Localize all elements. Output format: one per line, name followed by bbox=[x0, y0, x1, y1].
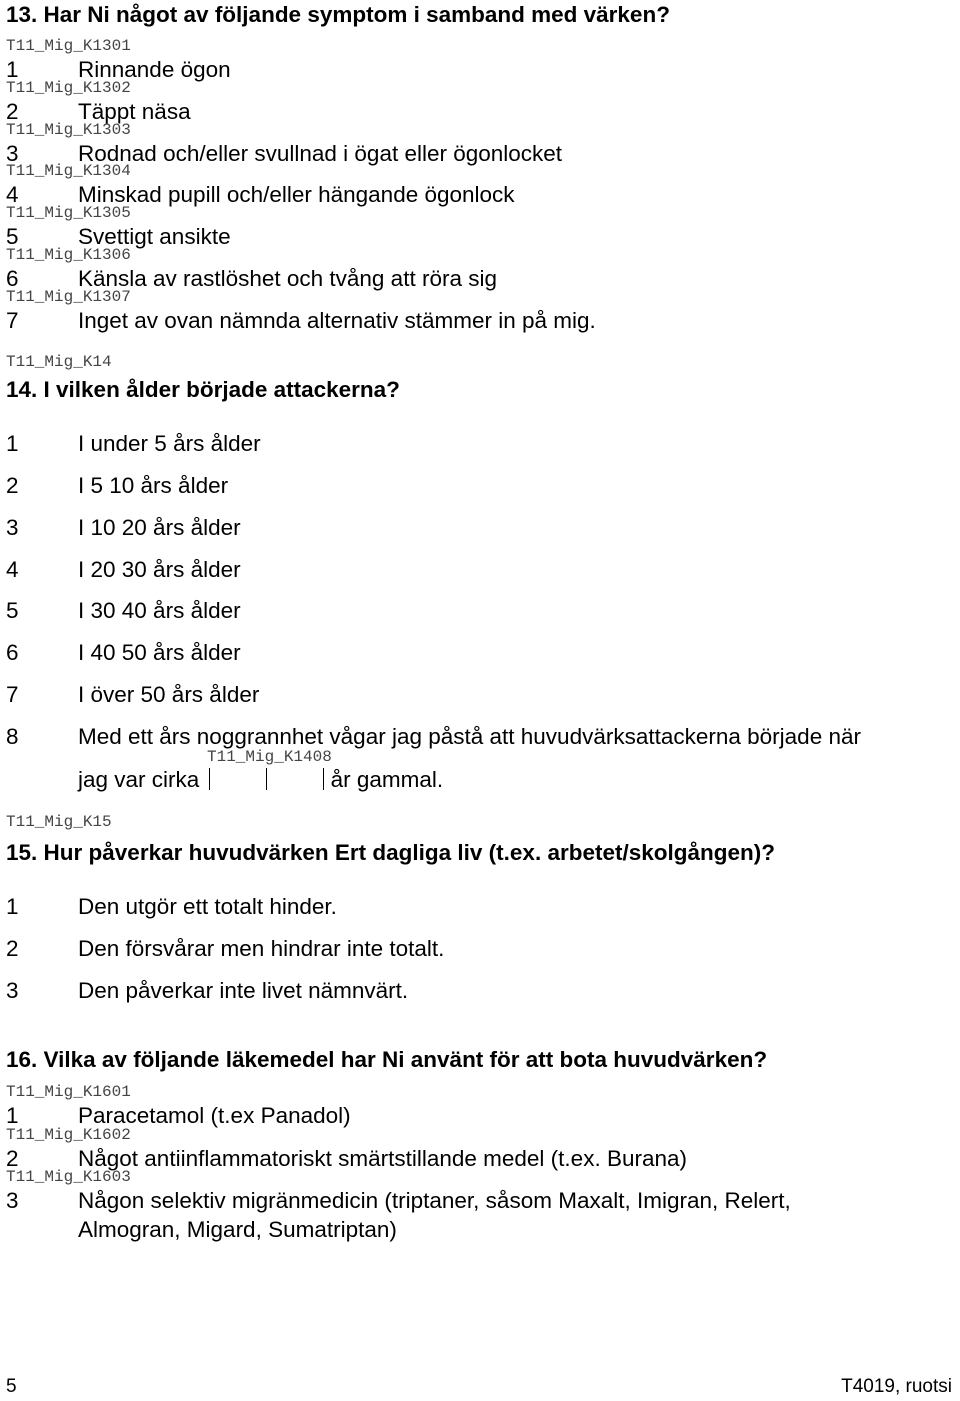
document-code: T4019, ruotsi bbox=[841, 1376, 952, 1397]
option-number: 8 bbox=[6, 724, 19, 749]
var-code: T11_Mig_K1603 bbox=[6, 1168, 131, 1186]
q16-title: 16. Vilka av följande läkemedel har Ni använt för att bota huvudvärken? bbox=[6, 1047, 768, 1072]
var-code: T11_Mig_K14 bbox=[6, 353, 112, 371]
option-label: Den försvårar men hindrar inte totalt. bbox=[78, 936, 445, 961]
option-number: 3 bbox=[6, 141, 19, 166]
option-number: 6 bbox=[6, 266, 19, 291]
age-digit-box-2[interactable] bbox=[266, 768, 319, 790]
page-number: 5 bbox=[6, 1376, 17, 1397]
option-label: I 30 40 års ålder bbox=[78, 598, 241, 623]
q15-title: 15. Hur påverkar huvudvärken Ert dagliga liv (t.ex. arbetet/skolgången)? bbox=[6, 840, 775, 865]
age-digit-box-1[interactable] bbox=[209, 768, 262, 790]
option-number: 2 bbox=[6, 99, 19, 124]
option-label: I över 50 års ålder bbox=[78, 682, 260, 707]
option-label: Rinnande ögon bbox=[78, 57, 231, 82]
option-label: Paracetamol (t.ex Panadol) bbox=[78, 1103, 351, 1128]
var-code: T11_Mig_K1601 bbox=[6, 1083, 131, 1101]
age-box-end bbox=[323, 768, 324, 790]
age-suffix: år gammal. bbox=[330, 767, 444, 792]
var-code: T11_Mig_K1602 bbox=[6, 1126, 131, 1144]
option-label: Den utgör ett totalt hinder. bbox=[78, 894, 337, 919]
var-code: T11_Mig_K1303 bbox=[6, 121, 131, 139]
var-code: T11_Mig_K1305 bbox=[6, 204, 131, 222]
option-label: I 40 50 års ålder bbox=[78, 640, 241, 665]
option-number: 3 bbox=[6, 1188, 19, 1213]
var-code: T11_Mig_K1306 bbox=[6, 246, 131, 264]
age-prefix: jag var cirka bbox=[78, 767, 200, 792]
option-label: Svettigt ansikte bbox=[78, 224, 231, 249]
option-number: 7 bbox=[6, 682, 19, 707]
option-label: Minskad pupill och/eller hängande ögonlock bbox=[78, 182, 515, 207]
option-number: 4 bbox=[6, 182, 19, 207]
option-number: 1 bbox=[6, 1103, 19, 1128]
option-label: I 20 30 års ålder bbox=[78, 557, 241, 582]
option-number: 4 bbox=[6, 557, 19, 582]
q13-title: 13. Har Ni något av följande symptom i samband med värken? bbox=[6, 2, 670, 27]
var-code: T11_Mig_K1304 bbox=[6, 162, 131, 180]
option-number: 1 bbox=[6, 57, 19, 82]
var-code: T11_Mig_K1307 bbox=[6, 288, 131, 306]
var-code: T11_Mig_K1302 bbox=[6, 79, 131, 97]
var-code: T11_Mig_K1301 bbox=[6, 37, 131, 55]
var-code: T11_Mig_K1408 bbox=[207, 748, 332, 766]
option-number: 6 bbox=[6, 640, 19, 665]
option-number: 1 bbox=[6, 431, 19, 456]
option-number: 2 bbox=[6, 473, 19, 498]
option-label: Med ett års noggrannhet vågar jag påstå att huvudvärksattackerna började när bbox=[78, 724, 861, 749]
option-label: Känsla av rastlöshet och tvång att röra sig bbox=[78, 266, 497, 291]
option-label: I 5 10 års ålder bbox=[78, 473, 229, 498]
option-label: Någon selektiv migränmedicin (triptaner, såsom Maxalt, Imigran, Relert, bbox=[78, 1188, 791, 1213]
option-number: 2 bbox=[6, 1146, 19, 1171]
option-number: 3 bbox=[6, 515, 19, 540]
option-number: 5 bbox=[6, 224, 19, 249]
option-label: Inget av ovan nämnda alternativ stämmer in på mig. bbox=[78, 308, 596, 333]
option-number: 3 bbox=[6, 978, 19, 1003]
age-input-line bbox=[78, 767, 443, 793]
option-number: 5 bbox=[6, 598, 19, 623]
option-label: I 10 20 års ålder bbox=[78, 515, 241, 540]
q14-title: 14. I vilken ålder började attackerna? bbox=[6, 377, 400, 402]
option-label: Den påverkar inte livet nämnvärt. bbox=[78, 978, 409, 1003]
option-number: 7 bbox=[6, 308, 19, 333]
option-number: 1 bbox=[6, 894, 19, 919]
option-label-continued: Almogran, Migard, Sumatriptan) bbox=[78, 1217, 397, 1242]
option-number: 2 bbox=[6, 936, 19, 961]
option-label: I under 5 års ålder bbox=[78, 431, 261, 456]
option-label: Något antiinflammatoriskt smärtstillande medel (t.ex. Burana) bbox=[78, 1146, 687, 1171]
option-label: Rodnad och/eller svullnad i ögat eller ögonlocket bbox=[78, 141, 563, 166]
option-label: Täppt näsa bbox=[78, 99, 191, 124]
var-code: T11_Mig_K15 bbox=[6, 813, 112, 831]
